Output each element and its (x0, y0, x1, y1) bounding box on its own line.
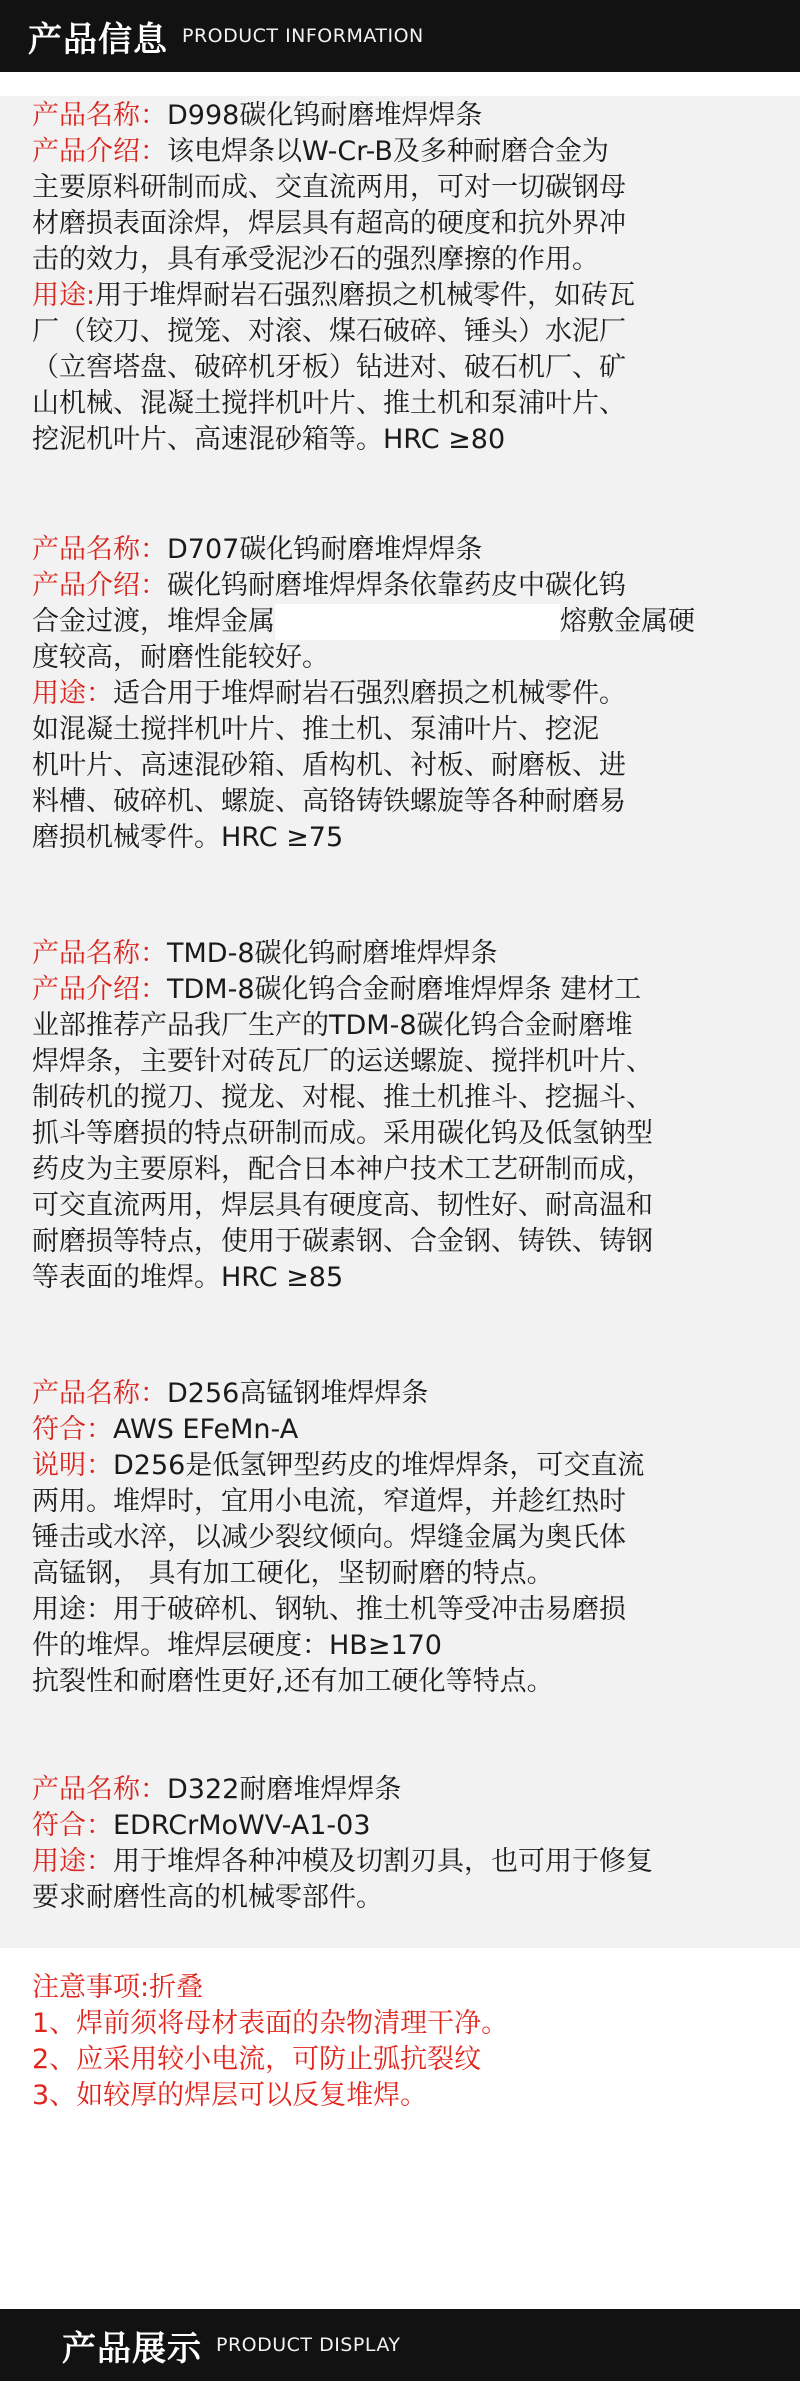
notice-title: 注意事项:折叠 (32, 1972, 204, 2003)
banner-subtitle: PRODUCT INFORMATION (182, 25, 424, 47)
product-text-line (32, 936, 768, 972)
product-information-banner (0, 0, 800, 72)
product-text-line (32, 1484, 768, 1520)
field-text: D998碳化钨耐磨堆焊焊条 (167, 100, 483, 131)
field-text: 焊焊条，主要针对砖瓦厂的运送螺旋、搅拌机叶片、 (32, 1046, 653, 1077)
product-text-line (32, 676, 768, 712)
banner-title: 产品展示 (62, 2328, 202, 2369)
product-text-line (32, 604, 768, 640)
field-text: 熔敷金属硬 (560, 606, 695, 637)
product-text-line (32, 1772, 768, 1808)
product-text-line (32, 820, 768, 856)
field-text: 碳化钨耐磨堆焊焊条依靠药皮中碳化钨 (167, 570, 626, 601)
field-text: 料槽、破碎机、螺旋、高铬铸铁螺旋等各种耐磨易 (32, 786, 626, 817)
product-text-line (32, 278, 768, 314)
product-text-line (32, 712, 768, 748)
product-text-line (32, 1080, 768, 1116)
product-text-line (32, 1628, 768, 1664)
field-text: 主要原料研制而成、交直流两用，可对一切碳钢母 (32, 172, 626, 203)
field-text: 耐磨损等特点，使用于碳素钢、合金钢、铸铁、铸钢 (32, 1226, 653, 1257)
field-text: 挖泥机叶片、高速混砂箱等。HRC ≥80 (32, 424, 506, 455)
field-label: 产品介绍： (32, 974, 167, 1005)
field-text: 抓斗等磨损的特点研制而成。采用碳化钨及低氢钠型 (32, 1118, 653, 1149)
notice-item: 1、焊前须将母材表面的杂物清理干净。 (32, 2008, 509, 2039)
product-block-d256 (0, 1372, 800, 1768)
product-text-line (32, 1412, 768, 1448)
field-label: 符合： (32, 1414, 113, 1445)
field-text: 用途：用于破碎机、钢轨、推土机等受冲击易磨损 (32, 1594, 626, 1625)
notice-item: 3、如较厚的焊层可以反复堆焊。 (32, 2080, 428, 2111)
product-text-line (32, 568, 768, 604)
product-block-d998 (0, 96, 800, 528)
notice-section (0, 1970, 800, 2170)
product-text-line (32, 1260, 768, 1296)
field-text: 材磨损表面涂焊，焊层具有超高的硬度和抗外界冲 (32, 208, 626, 239)
product-text-line (32, 242, 768, 278)
field-text: 件的堆焊。堆焊层硬度：HB≥170 (32, 1630, 442, 1661)
field-text: 等表面的堆焊。HRC ≥85 (32, 1262, 344, 1293)
notice-item: 2、应采用较小电流，可防止弧抗裂纹 (32, 2044, 482, 2075)
field-text: TDM-8碳化钨合金耐磨堆焊焊条 建材工 (167, 974, 642, 1005)
product-text-line (32, 1520, 768, 1556)
field-label: 说明： (32, 1450, 113, 1481)
field-text: 击的效力，具有承受泥沙石的强烈摩擦的作用。 (32, 244, 599, 275)
field-text: 业部推荐产品我厂生产的TDM-8碳化钨合金耐磨堆 (32, 1010, 633, 1041)
field-text: D256高锰钢堆焊焊条 (167, 1378, 429, 1409)
field-label: 产品介绍： (32, 570, 167, 601)
field-text: 两用。堆焊时，宜用小电流，窄道焊，并趁红热时 (32, 1486, 626, 1517)
product-text-line (32, 640, 768, 676)
product-text-line (32, 1152, 768, 1188)
field-text: 机叶片、高速混砂箱、盾构机、衬板、耐磨板、进 (32, 750, 626, 781)
field-text: 抗裂性和耐磨性更好,还有加工硬化等特点。 (32, 1666, 554, 1697)
product-text-line (32, 422, 768, 458)
field-text: 药皮为主要原料，配合日本神户技术工艺研制而成， (32, 1154, 653, 1185)
product-text-line (32, 1008, 768, 1044)
product-text-line (32, 206, 768, 242)
product-text-line (32, 1664, 768, 1700)
field-text: 度较高，耐磨性能较好。 (32, 642, 329, 673)
field-text: 磨损机械零件。HRC ≥75 (32, 822, 344, 853)
field-text: 用于堆焊耐岩石强烈磨损之机械零件，如砖瓦 (95, 280, 636, 311)
banner-title: 产品信息 (28, 19, 168, 60)
field-text: 厂（铰刀、搅笼、对滚、煤石破碎、锤头）水泥厂 (32, 316, 626, 347)
field-label: 用途： (32, 1846, 113, 1877)
product-text-line (32, 314, 768, 350)
product-text-line (32, 1556, 768, 1592)
product-text-line (32, 1880, 768, 1916)
product-text-line (32, 1044, 768, 1080)
product-text-line (32, 784, 768, 820)
field-label: 产品名称： (32, 100, 167, 131)
product-text-line (32, 98, 768, 134)
field-text: D707碳化钨耐磨堆焊焊条 (167, 534, 483, 565)
redacted-area (275, 604, 560, 640)
field-text: AWS EFeMn-A (113, 1414, 299, 1445)
product-text-line (32, 350, 768, 386)
field-text: EDRCrMoWV-A1-03 (113, 1810, 371, 1841)
field-label: 用途： (32, 678, 113, 709)
product-text-line (32, 1844, 768, 1880)
field-label: 产品名称： (32, 938, 167, 969)
product-text-line (32, 1376, 768, 1412)
field-text: 合金过渡，堆焊金属 (32, 606, 275, 637)
field-label: 产品名称： (32, 1774, 167, 1805)
field-text: 制砖机的搅刀、搅龙、对棍、推土机推斗、挖掘斗、 (32, 1082, 653, 1113)
product-text-line (32, 134, 768, 170)
field-text: 如混凝土搅拌机叶片、推土机、泵浦叶片、挖泥 (32, 714, 599, 745)
product-text-line (32, 1116, 768, 1152)
field-label: 符合： (32, 1810, 113, 1841)
field-text: 用于堆焊各种冲模及切割刃具，也可用于修复 (113, 1846, 653, 1877)
field-text: （立窖塔盘、破碎机牙板）钻进对、破石机厂、矿 (32, 352, 626, 383)
product-text-line (32, 748, 768, 784)
field-text: 要求耐磨性高的机械零部件。 (32, 1882, 383, 1913)
product-display-banner (0, 2309, 800, 2381)
field-label: 产品名称： (32, 1378, 167, 1409)
field-text: 山机械、混凝土搅拌机叶片、推土机和泵浦叶片、 (32, 388, 626, 419)
field-text: TMD-8碳化钨耐磨堆焊焊条 (167, 938, 498, 969)
field-text: 高锰钢， 具有加工硬化，坚韧耐磨的特点。 (32, 1558, 554, 1589)
field-label: 产品名称： (32, 534, 167, 565)
field-text: D322耐磨堆焊焊条 (167, 1774, 402, 1805)
product-text-line (32, 1448, 768, 1484)
product-text-line (32, 532, 768, 568)
product-block-tmd8 (0, 932, 800, 1372)
product-text-line (32, 386, 768, 422)
product-text-line (32, 972, 768, 1008)
field-label: 产品介绍： (32, 136, 167, 167)
field-label: 用途: (32, 280, 96, 311)
product-block-d322 (0, 1768, 800, 1948)
field-text: 可交直流两用，焊层具有硬度高、韧性好、耐高温和 (32, 1190, 653, 1221)
product-text-line (32, 1808, 768, 1844)
field-text: D256是低氢钾型药皮的堆焊焊条，可交直流 (113, 1450, 645, 1481)
product-text-line (32, 1224, 768, 1260)
product-block-d707 (0, 528, 800, 932)
banner-subtitle: PRODUCT DISPLAY (216, 2334, 401, 2356)
field-text: 锤击或水淬，以减少裂纹倾向。焊缝金属为奥氏体 (32, 1522, 626, 1553)
product-text-line (32, 170, 768, 206)
field-text: 适合用于堆焊耐岩石强烈磨损之机械零件。 (113, 678, 626, 709)
product-text-line (32, 1188, 768, 1224)
product-text-line (32, 1592, 768, 1628)
field-text: 该电焊条以W-Cr-B及多种耐磨合金为 (167, 136, 609, 167)
